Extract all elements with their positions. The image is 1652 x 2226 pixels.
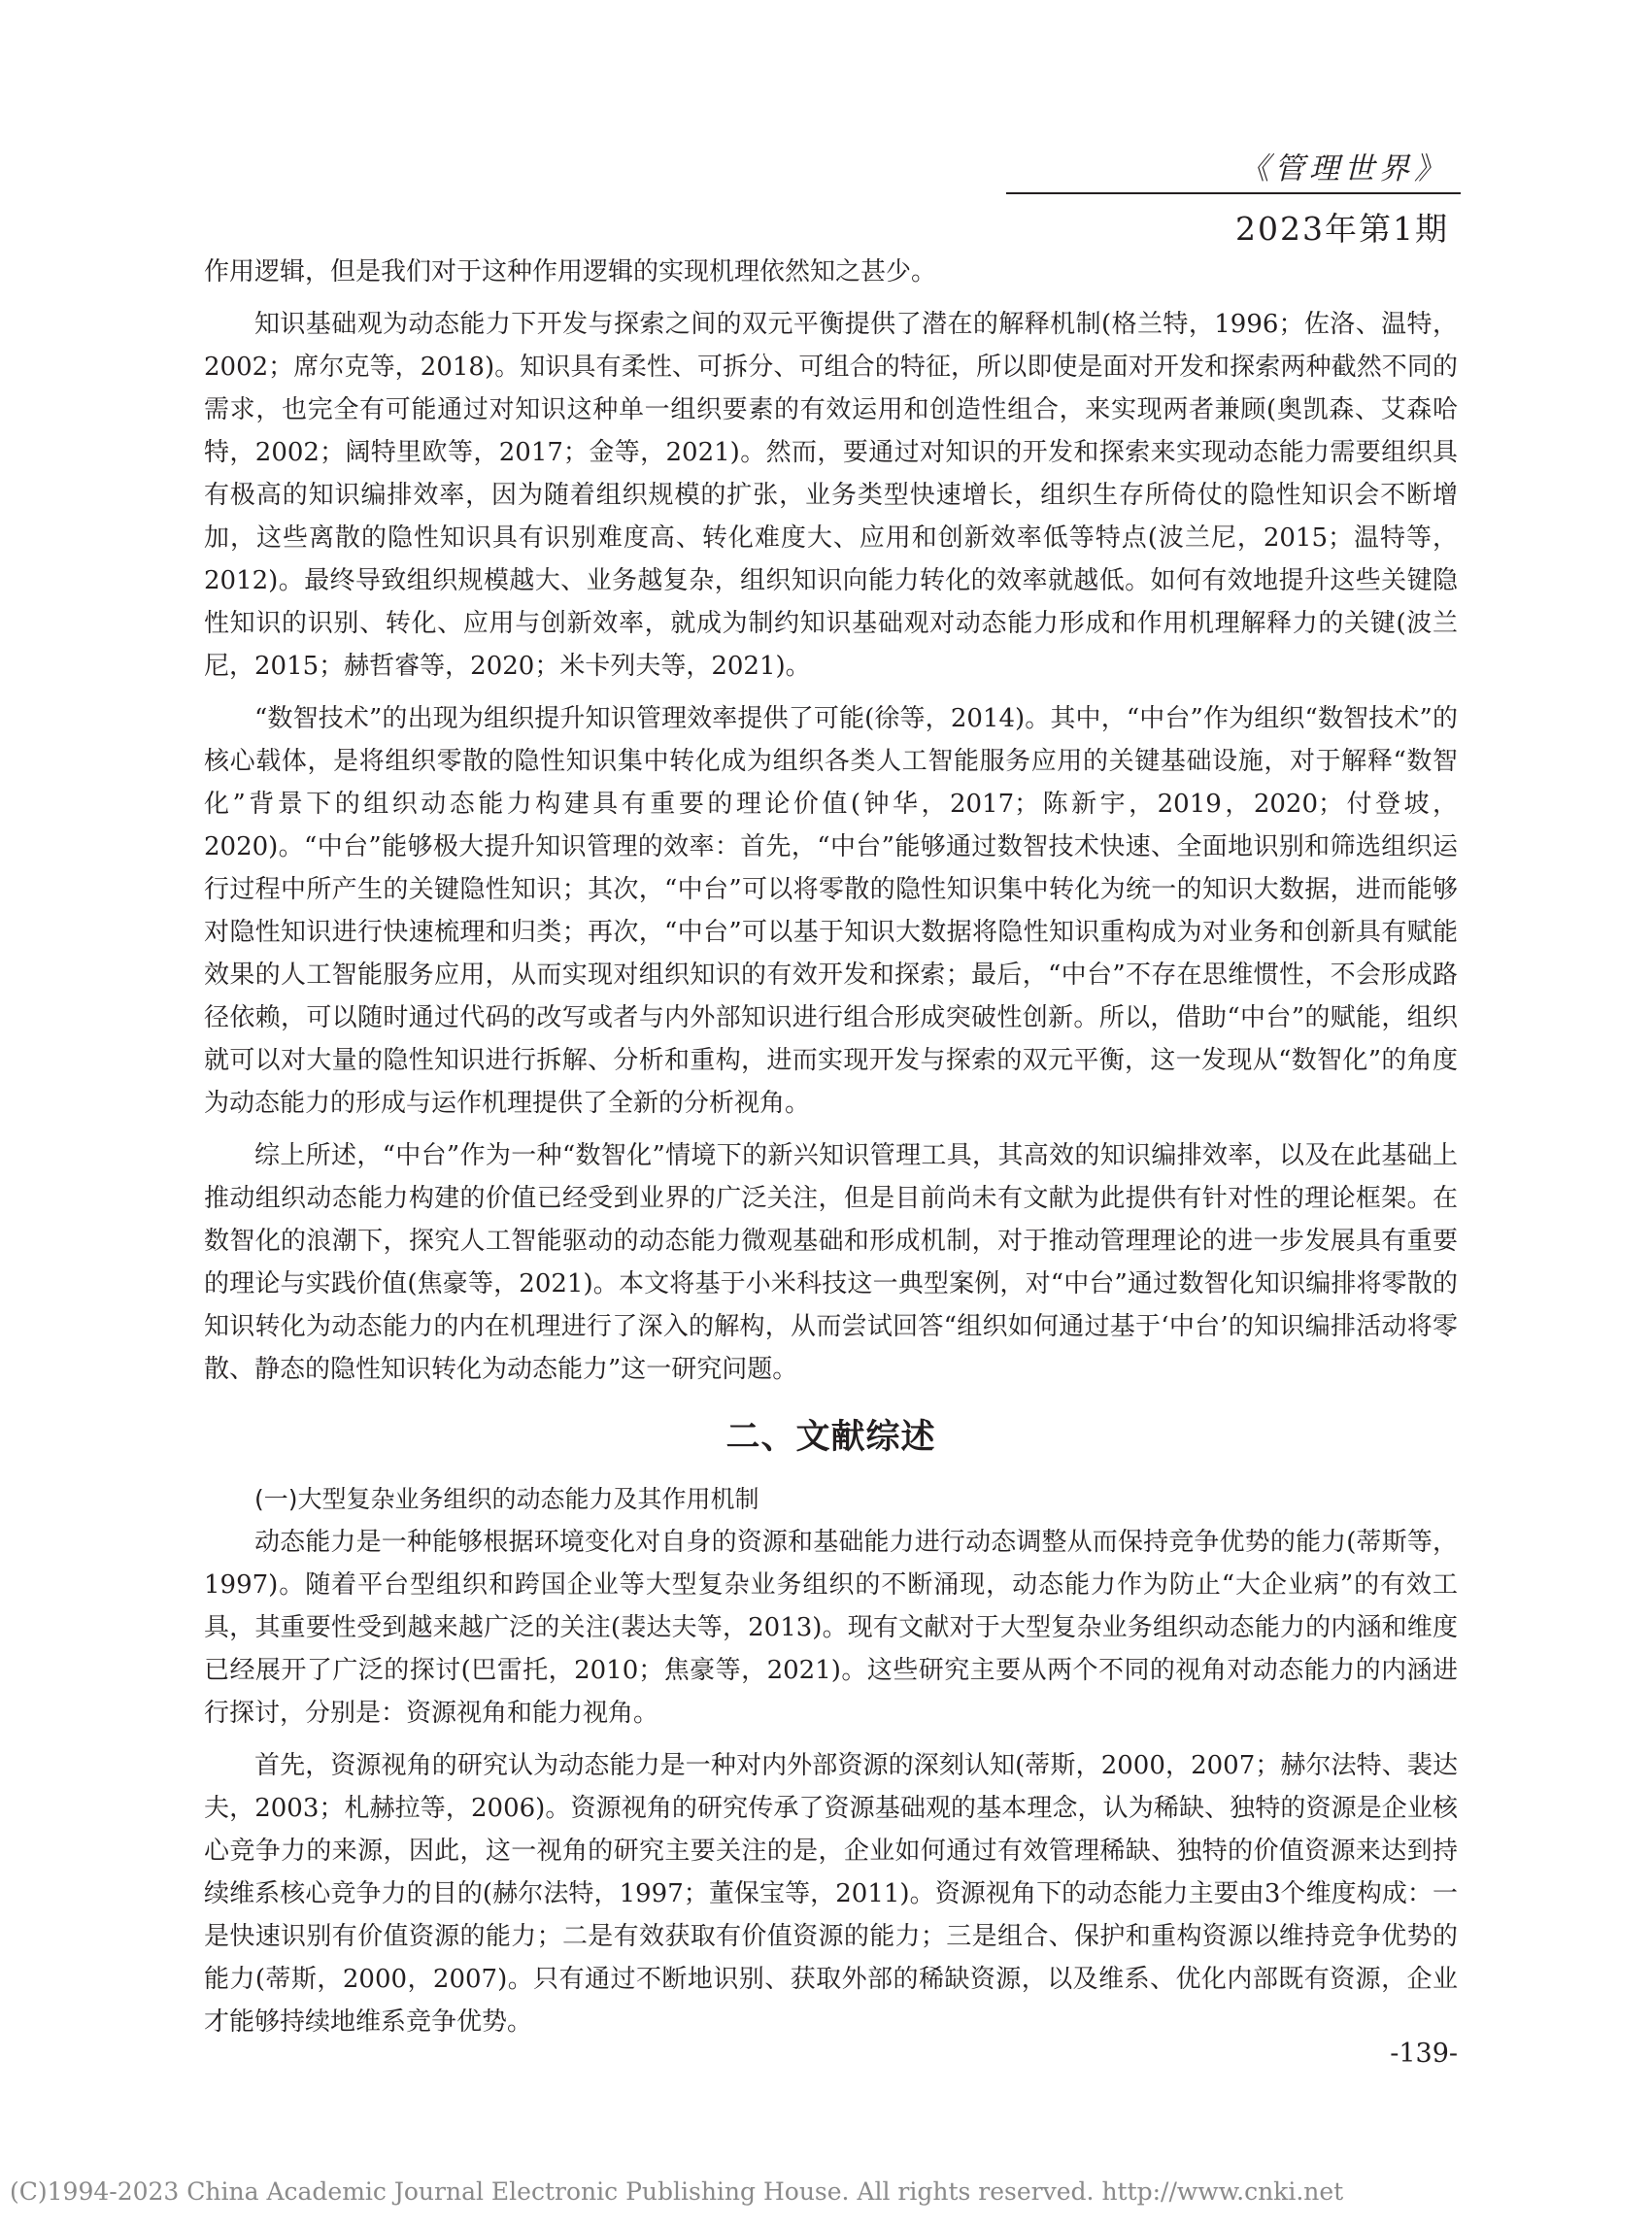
subsection-heading-1: (一)大型复杂业务组织的动态能力及其作用机制 [254,1485,759,1513]
copyright-notice: (C)1994-2023 China Academic Journal Electronic Publishing House. All rights reserved. http://www.cnki.net [10,2177,1344,2206]
paragraph-continuation: 作用逻辑，但是我们对于这种作用逻辑的实现机理依然知之甚少。 [204,257,937,287]
section-heading-literature-review: 二、文献综述 [725,1418,936,1457]
paragraph-resource-view: 首先，资源视角的研究认为动态能力是一种对内外部资源的深刻认知(蒂斯，2000，2007；赫尔法特、裴达夫，2003；札赫拉等，2006)。资源视角的研究传承了资源基础观的基本理念，认为稀缺、独特的资源是企业核心竞争力的来源，因此，这一视角的研究主要关注的是，企业如何通过有效管理稀缺、独特的价值资源来达到持续维系核心竞争力的目的(赫尔法特，1997；董保宝等，2011)。资源视角下的动态能力主要由3个维度构成：一是快速识别有价值资源的能力；二是有效获取有价值资源的能力；三是组合、保护和重构资源以维持竞争优势的能力(蒂斯，2000，2007)。只有通过不断地识别、获取外部的稀缺资源，以及维系、优化内部既有资源，企业才能够持续地维系竞争优势。 [204,1751,1458,2037]
journal-title: 《管理世界》 [1239,152,1449,186]
page-number: -139- [1390,2039,1458,2069]
issue-label: 2023年第1期 [1235,210,1449,248]
header-rule [1006,192,1461,194]
paragraph-summary: 综上所述，“中台”作为一种“数智化”情境下的新兴知识管理工具，其高效的知识编排效率，以及在此基础上推动组织动态能力构建的价值已经受到业界的广泛关注，但是目前尚未有文献为此提供有针对性的理论框架。在数智化的浪潮下，探究人工智能驱动的动态能力微观基础和形成机制，对于推动管理理论的进一步发展具有重要的理论与实践价值(焦豪等，2021)。本文将基于小米科技这一典型案例，对“中台”通过数智化知识编排将零散的知识转化为动态能力的内在机理进行了深入的解构，从而尝试回答“组织如何通过基于‘中台’的知识编排活动将零散、静态的隐性知识转化为动态能力”这一研究问题。 [204,1141,1458,1384]
paragraph-digital-tech: “数智技术”的出现为组织提升知识管理效率提供了可能(徐等，2014)。其中，“中台”作为组织“数智技术”的核心载体，是将组织零散的隐性知识集中转化成为组织各类人工智能服务应用的关键基础设施，对于解释“数智化”背景下的组织动态能力构建具有重要的理论价值(钟华，2017；陈新宇，2019，2020；付登坡，2020)。“中台”能够极大提升知识管理的效率：首先，“中台”能够通过数智技术快速、全面地识别和筛选组织运行过程中所产生的关键隐性知识；其次，“中台”可以将零散的隐性知识集中转化为统一的知识大数据，进而能够对隐性知识进行快速梳理和归类；再次，“中台”可以基于知识大数据将隐性知识重构成为对业务和创新具有赋能效果的人工智能服务应用，从而实现对组织知识的有效开发和探索；最后，“中台”不存在思维惯性，不会形成路径依赖，可以随时通过代码的改写或者与内外部知识进行组合形成突破性创新。所以，借助“中台”的赋能，组织就可以对大量的隐性知识进行拆解、分析和重构，进而实现开发与探索的双元平衡，这一发现从“数智化”的角度为动态能力的形成与运作机理提供了全新的分析视角。 [204,704,1458,1118]
paragraph-dynamic-capability: 动态能力是一种能够根据环境变化对自身的资源和基础能力进行动态调整从而保持竞争优势的能力(蒂斯等，1997)。随着平台型组织和跨国企业等大型复杂业务组织的不断涌现，动态能力作为防止“大企业病”的有效工具，其重要性受到越来越广泛的关注(裴达夫等，2013)。现有文献对于大型复杂业务组织动态能力的内涵和维度已经展开了广泛的探讨(巴雷托，2010；焦豪等，2021)。这些研究主要从两个不同的视角对动态能力的内涵进行探讨，分别是：资源视角和能力视角。 [204,1528,1458,1728]
article-body [204,251,1458,2043]
paragraph-knowledge-based-view: 知识基础观为动态能力下开发与探索之间的双元平衡提供了潜在的解释机制(格兰特，1996；佐洛、温特，2002；席尔克等，2018)。知识具有柔性、可拆分、可组合的特征，所以即使是面对开发和探索两种截然不同的需求，也完全有可能通过对知识这种单一组织要素的有效运用和创造性组合，来实现两者兼顾(奥凯森、艾森哈特，2002；阔特里欧等，2017；金等，2021)。然而，要通过对知识的开发和探索来实现动态能力需要组织具有极高的知识编排效率，因为随着组织规模的扩张，业务类型快速增长，组织生存所倚仗的隐性知识会不断增加，这些离散的隐性知识具有识别难度高、转化难度大、应用和创新效率低等特点(波兰尼，2015；温特等，2012)。最终导致组织规模越大、业务越复杂，组织知识向能力转化的效率就越低。如何有效地提升这些关键隐性知识的识别、转化、应用与创新效率，就成为制约知识基础观对动态能力形成和作用机理解释力的关键(波兰尼，2015；赫哲睿等，2020；米卡列夫等，2021)。 [204,310,1458,681]
